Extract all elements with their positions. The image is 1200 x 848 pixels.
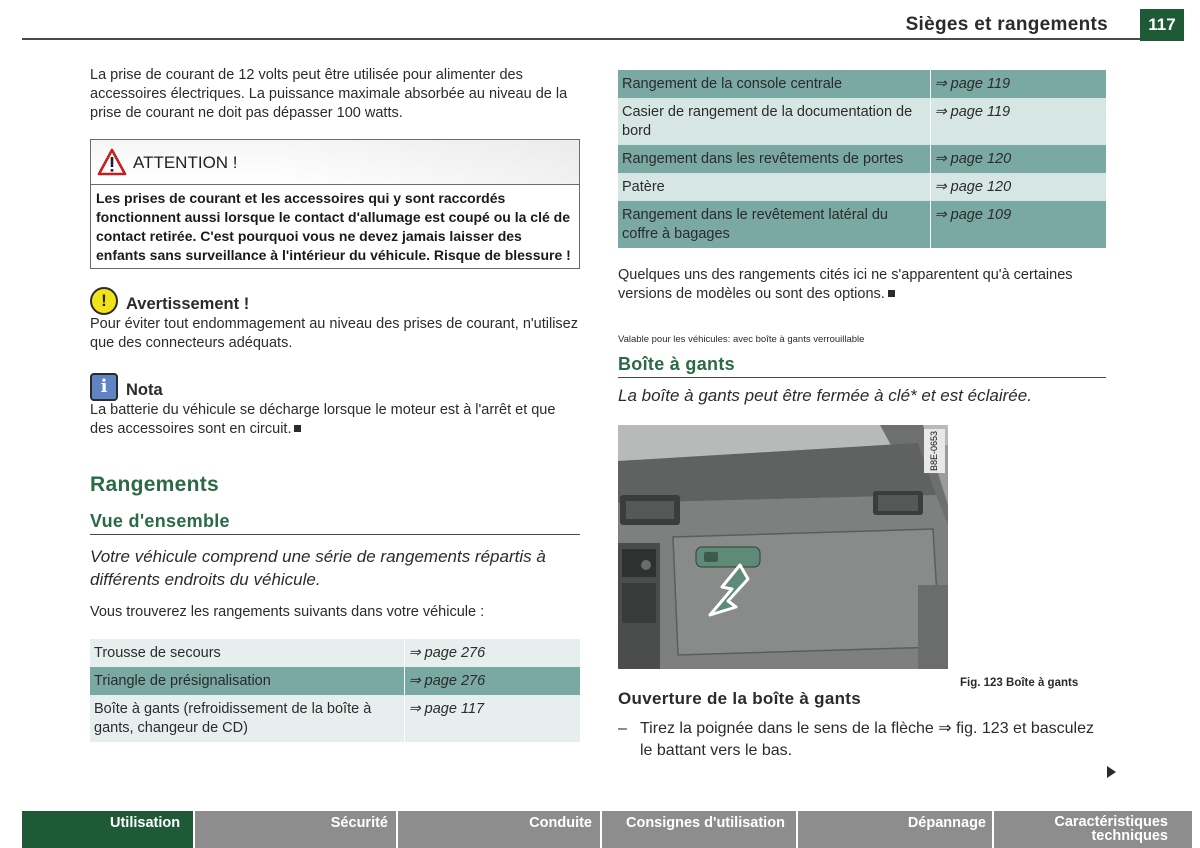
table-cell-item: Triangle de présignalisation bbox=[90, 667, 404, 695]
figure-code: B8E-0653 bbox=[924, 429, 945, 473]
section-title: Rangements bbox=[90, 473, 220, 496]
procedure-step-text: Tirez la poignée dans le sens de la flèche ⇒ fig. 123 et basculez le battant vers le bas. bbox=[640, 720, 1094, 759]
glovebox-lead: La boîte à gants peut être fermée à clé* et est éclairée. bbox=[618, 386, 1032, 405]
glovebox-illustration bbox=[618, 425, 948, 669]
socket-intro-paragraph: La prise de courant de 12 volts peut être utilisée pour alimenter des accessoires électriques. La puissance maximale absorbée au niveau de la prise de courant ne doit pas dépasser 100 watts. bbox=[90, 67, 568, 121]
subsection-title: Vue d'ensemble bbox=[90, 512, 580, 535]
glovebox-figure bbox=[618, 425, 948, 669]
validity-note: Valable pour les véhicules: avec boîte à gants verrouillable bbox=[618, 334, 865, 345]
list-intro: Vous trouverez les rangements suivants dans votre véhicule : bbox=[90, 604, 485, 620]
step-dash: – bbox=[618, 720, 627, 737]
options-note: Quelques uns des rangements cités ici ne s'apparentent qu'à certaines versions de modèles ou sont des options. bbox=[618, 267, 1073, 302]
table-cell-item: Casier de rangement de la documentation de bord bbox=[618, 98, 930, 145]
tab-securite[interactable]: Sécurité bbox=[195, 811, 398, 848]
attention-title: ATTENTION ! bbox=[133, 152, 238, 172]
table-cell-item: Patère bbox=[618, 173, 930, 201]
table-row bbox=[618, 145, 1106, 173]
table-cell-item: Boîte à gants (refroidissement de la boîte à gants, changeur de CD) bbox=[90, 695, 404, 742]
warning-note-title: Avertissement ! bbox=[126, 295, 250, 313]
warning-note-header bbox=[90, 287, 580, 315]
tab-consignes[interactable]: Consignes d'utilisation bbox=[602, 811, 798, 848]
table-row bbox=[90, 667, 580, 695]
figure-caption: Fig. 123 Boîte à gants bbox=[960, 677, 1079, 689]
attention-header bbox=[91, 140, 579, 184]
end-of-section-mark bbox=[294, 425, 301, 432]
end-of-section-mark bbox=[888, 290, 895, 297]
storage-reference-table-right bbox=[618, 70, 1106, 248]
page-reference-link[interactable]: ⇒ page 120 bbox=[930, 173, 1106, 201]
page-reference-link[interactable]: ⇒ page 117 bbox=[404, 695, 580, 742]
info-icon: i bbox=[90, 373, 118, 401]
exclamation-icon: ! bbox=[90, 287, 118, 315]
table-row bbox=[90, 639, 580, 667]
table-cell-item: Rangement dans les revêtements de portes bbox=[618, 145, 930, 173]
right-column bbox=[618, 70, 1106, 762]
page-reference-link[interactable]: ⇒ page 276 bbox=[404, 667, 580, 695]
running-header-title: Sièges et rangements bbox=[905, 14, 1108, 35]
tab-depannage[interactable]: Dépannage bbox=[798, 811, 994, 848]
page-reference-link[interactable]: ⇒ page 109 bbox=[930, 201, 1106, 248]
chapter-nav bbox=[22, 811, 1192, 848]
table-cell-item: Rangement dans le revêtement latéral du coffre à bagages bbox=[618, 201, 930, 248]
left-column bbox=[90, 66, 580, 742]
page-number: 117 bbox=[1140, 9, 1184, 41]
table-row bbox=[618, 98, 1106, 145]
attention-box bbox=[90, 139, 580, 269]
tab-conduite[interactable]: Conduite bbox=[398, 811, 602, 848]
table-row bbox=[90, 695, 580, 742]
tab-utilisation[interactable]: Utilisation bbox=[22, 811, 195, 848]
nota-header bbox=[90, 373, 580, 401]
tab-caracteristiques[interactable]: Caractéristiques techniques bbox=[994, 811, 1192, 848]
glovebox-subsection-title: Boîte à gants bbox=[618, 355, 1106, 378]
page-reference-link[interactable]: ⇒ page 119 bbox=[930, 98, 1106, 145]
warning-note-text: Pour éviter tout endommagement au niveau des prises de courant, n'utilisez que des connecteurs adéquats. bbox=[90, 316, 578, 351]
table-row bbox=[618, 173, 1106, 201]
page-reference-link[interactable]: ⇒ page 120 bbox=[930, 145, 1106, 173]
warning-triangle-icon bbox=[97, 148, 127, 176]
procedure-title: Ouverture de la boîte à gants bbox=[618, 689, 861, 708]
continued-arrow-icon bbox=[1107, 766, 1116, 778]
table-row bbox=[618, 201, 1106, 248]
table-row bbox=[618, 70, 1106, 98]
procedure-step bbox=[618, 718, 1106, 762]
page-reference-link[interactable]: ⇒ page 119 bbox=[930, 70, 1106, 98]
storage-reference-table-left bbox=[90, 639, 580, 742]
page-reference-link[interactable]: ⇒ page 276 bbox=[404, 639, 580, 667]
section-lead: Votre véhicule comprend une série de rangements répartis à différents endroits du véhicule. bbox=[90, 547, 546, 589]
table-cell-item: Rangement de la console centrale bbox=[618, 70, 930, 98]
nota-title: Nota bbox=[126, 381, 163, 399]
header-rule bbox=[22, 38, 1140, 40]
table-cell-item: Trousse de secours bbox=[90, 639, 404, 667]
nota-text: La batterie du véhicule se décharge lorsque le moteur est à l'arrêt et que des accessoires sont en circuit. bbox=[90, 402, 556, 437]
attention-text: Les prises de courant et les accessoires qui y sont raccordés fonctionnent aussi lorsque le contact d'allumage est coupé ou la clé de contact retirée. C'est pourquoi vous ne devez jamais laisser des enfants sans surveillance à l'intérieur du véhicule. Risque de blessure ! bbox=[91, 184, 579, 268]
